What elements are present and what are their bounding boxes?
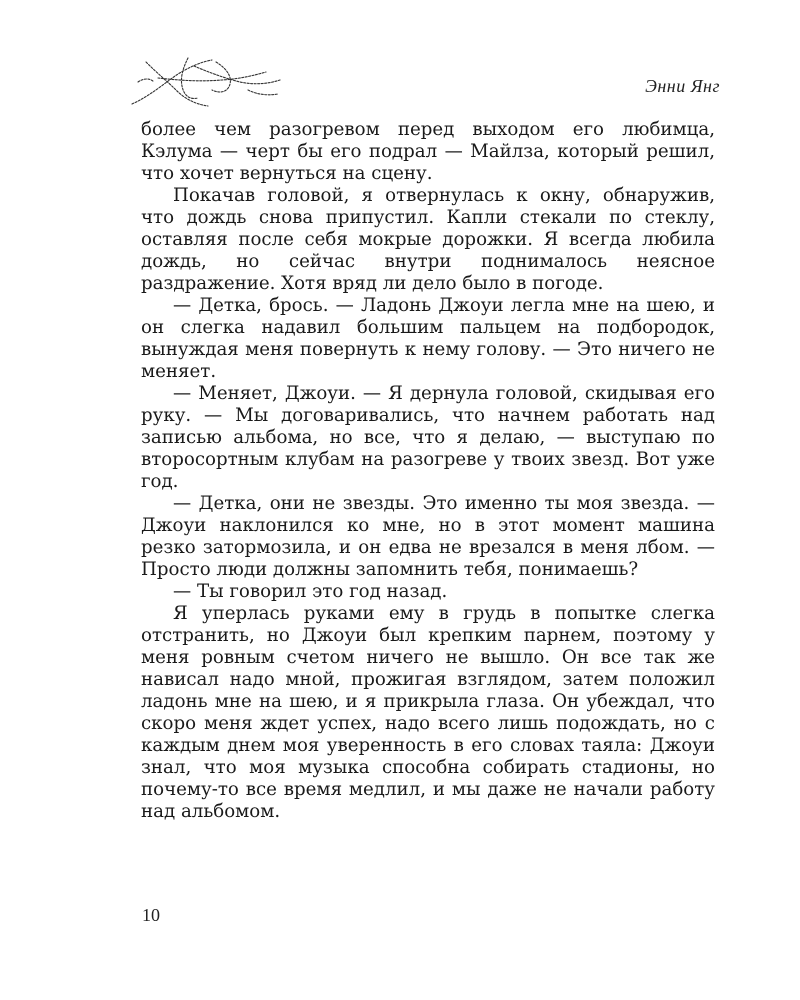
running-header-author: Энни Янг (645, 76, 720, 96)
paragraph: — Детка, они не звезды. Это именно ты моя звезда. — Джоуи наклонился ко мне, но в этот момент машина резко затормозила, и он едва не врезался в меня лбом. — Просто люди должны запомнить тебя, понимаешь? (141, 493, 715, 580)
decorative-flourish-icon (128, 52, 283, 110)
paragraph: — Меняет, Джоуи. — Я дернула головой, скидывая его руку. — Мы договаривались, что начнем работать над записью альбома, но все, что я делаю, — выступаю по второсортным клубам на разогреве у твоих звезд. Вот уже год. (141, 383, 715, 492)
page-body (141, 119, 715, 823)
paragraph: — Ты говорил это год назад. (173, 581, 448, 602)
page-number: 10 (142, 905, 160, 925)
paragraph: более чем разогревом перед выходом его любимца, Кэлума — черт бы его подрал — Майлза, который решил, что хочет вернуться на сцену. (141, 119, 715, 184)
paragraph: Покачав головой, я отвернулась к окну, обнаружив, что дождь снова припустил. Капли стекали по стеклу, оставляя после себя мокрые дорожки. Я всегда любила дождь, но сейчас внутри поднималось неясное раздражение. Хотя вряд ли дело было в погоде. (141, 185, 715, 294)
paragraph: — Детка, брось. — Ладонь Джоуи легла мне на шею, и он слегка надавил большим пальцем на подбородок, вынуждая меня повернуть к нему голову. — Это ничего не меняет. (141, 295, 715, 382)
paragraph: Я уперлась руками ему в грудь в попытке слегка отстранить, но Джоуи был крепким парнем, поэтому у меня ровным счетом ничего не вышло. Он все так же нависал надо мной, прожигая взглядом, затем положил ладонь мне на шею, и я прикрыла глаза. Он убеждал, что скоро меня ждет успех, надо всего лишь подождать, но с каждым днем моя уверенность в его словах таяла: Джоуи знал, что моя музыка способна собирать стадионы, но почему-то все время медлил, и мы даже не начали работу над альбомом. (141, 603, 715, 822)
